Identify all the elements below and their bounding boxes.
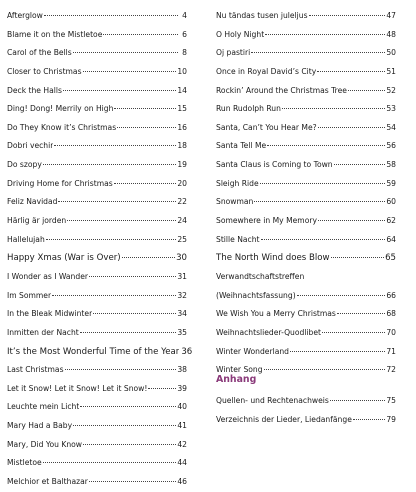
toc-dot-leader <box>83 444 176 445</box>
toc-entry[interactable] <box>216 268 396 287</box>
toc-entry-page: 68 <box>386 309 396 319</box>
toc-entry-title: Do They Know it’s Christmas <box>7 122 117 132</box>
toc-entry-page: 25 <box>177 234 187 244</box>
toc-entry[interactable] <box>7 7 187 26</box>
toc-entry-page: 64 <box>386 234 396 244</box>
toc-entry-page: 8 <box>182 48 187 58</box>
toc-entry-title: Leuchte mein Licht <box>7 402 80 412</box>
toc-entry[interactable] <box>7 63 187 82</box>
toc-entry-page: 30 <box>176 253 187 264</box>
toc-entry[interactable] <box>216 305 396 324</box>
toc-entry[interactable] <box>7 380 187 399</box>
toc-dot-leader <box>93 313 176 314</box>
toc-dot-leader <box>54 145 176 146</box>
toc-entry-page: 19 <box>177 160 187 170</box>
toc-dot-leader <box>122 257 175 258</box>
toc-dot-leader <box>317 71 385 72</box>
toc-dot-leader <box>73 425 176 426</box>
toc-entry[interactable] <box>216 212 396 231</box>
toc-dot-leader <box>63 90 176 91</box>
toc-entry-page: 39 <box>177 383 187 393</box>
toc-entry[interactable] <box>7 44 187 63</box>
toc-entry-page: 72 <box>386 365 396 375</box>
toc-entry-title: Weihnachtslieder-Quodlibet <box>216 327 322 337</box>
toc-entry[interactable] <box>216 82 396 101</box>
toc-entry[interactable] <box>216 137 396 156</box>
toc-entry-title: Mary Had a Baby <box>7 421 73 431</box>
toc-entry-title: It’s the Most Wonderful Time of the Year <box>7 346 180 357</box>
toc-dot-leader <box>58 201 176 202</box>
toc-dot-leader <box>297 295 386 296</box>
toc-entry-title: We Wish You a Merry Christmas <box>216 309 336 319</box>
toc-dot-leader <box>353 419 385 420</box>
toc-dot-leader <box>309 15 386 16</box>
toc-entry-title: Snowman <box>216 197 254 207</box>
toc-entry-title: In the Bleak Midwinter <box>7 309 93 319</box>
toc-entry-page: 40 <box>177 402 187 412</box>
toc-entry-title: Mary, Did You Know <box>7 439 82 449</box>
toc-dot-leader <box>65 369 177 370</box>
toc-entry-page: 47 <box>386 11 396 20</box>
toc-entry[interactable] <box>7 324 187 343</box>
toc-entry[interactable] <box>7 100 187 119</box>
toc-dot-leader <box>103 34 178 35</box>
toc-right-column <box>216 7 396 380</box>
toc-entry-title: Ding! Dong! Merrily on High <box>7 104 114 114</box>
toc-left-column <box>7 7 193 492</box>
toc-entry[interactable] <box>7 119 187 138</box>
toc-dot-leader <box>52 295 176 296</box>
toc-entry[interactable] <box>216 63 396 82</box>
toc-entry-title: Santa Claus is Coming to Town <box>216 160 333 170</box>
toc-dot-leader <box>73 52 178 53</box>
toc-entry-title: Deck the Halls <box>7 85 62 95</box>
toc-entry-page: 44 <box>177 458 187 468</box>
toc-entry-page: 36 <box>181 346 193 357</box>
toc-dot-leader <box>348 90 385 91</box>
toc-dot-leader <box>318 220 385 221</box>
toc-entry[interactable] <box>7 398 187 417</box>
toc-entry-page: 4 <box>182 11 187 20</box>
toc-entry[interactable] <box>216 44 396 63</box>
toc-entry-page: 31 <box>177 271 187 281</box>
toc-entry-title: Stille Nacht <box>216 234 260 244</box>
toc-dot-leader <box>89 481 176 482</box>
toc-dot-leader <box>117 127 176 128</box>
toc-entry-page: 34 <box>177 309 187 319</box>
toc-entry-page: 48 <box>386 29 396 39</box>
toc-entry[interactable] <box>7 249 187 268</box>
toc-entry[interactable] <box>216 392 396 411</box>
toc-entry-title: Oj pastiri <box>216 48 251 58</box>
toc-dot-leader <box>114 183 177 184</box>
toc-entry-page: 51 <box>386 66 396 76</box>
toc-entry-page: 18 <box>177 141 187 151</box>
toc-entry[interactable] <box>7 287 187 306</box>
toc-dot-leader <box>43 462 177 463</box>
toc-entry[interactable] <box>7 26 187 45</box>
toc-entry-page: 58 <box>386 160 396 170</box>
toc-entry-title: Run Rudolph Run <box>216 104 281 114</box>
toc-entry[interactable] <box>216 156 396 175</box>
toc-entry-title: Let it Snow! Let it Snow! Let it Snow! <box>7 383 148 393</box>
toc-dot-leader <box>290 351 385 352</box>
toc-entry-page: 62 <box>386 216 396 226</box>
toc-entry-title: Dobri vechir <box>7 141 54 151</box>
toc-entry[interactable] <box>216 26 396 45</box>
toc-dot-leader <box>67 220 176 221</box>
toc-entry-title: Im Sommer <box>7 290 52 300</box>
toc-entry[interactable] <box>216 411 396 430</box>
toc-entry[interactable] <box>7 454 187 473</box>
toc-entry-page: 65 <box>385 253 396 264</box>
toc-appendix-list <box>216 392 396 429</box>
toc-dot-leader <box>337 313 385 314</box>
toc-dot-leader <box>43 164 177 165</box>
toc-entry-page: 66 <box>386 290 396 300</box>
section-heading-anhang: Anhang <box>216 374 257 385</box>
toc-entry-title: Driving Home for Christmas <box>7 178 113 188</box>
toc-entry[interactable] <box>7 193 187 212</box>
toc-entry-page: 41 <box>177 421 187 431</box>
toc-entry-page: 79 <box>386 414 396 424</box>
toc-entry-title: Santa, Can’t You Hear Me? <box>216 122 317 132</box>
toc-dot-leader <box>114 108 176 109</box>
toc-entry[interactable] <box>7 417 187 436</box>
toc-entry-title: Last Christmas <box>7 365 64 375</box>
toc-entry[interactable] <box>7 82 187 101</box>
toc-entry[interactable] <box>7 473 187 492</box>
toc-dot-leader <box>282 108 385 109</box>
toc-entry-page: 53 <box>386 104 396 114</box>
toc-entry[interactable] <box>216 7 396 26</box>
toc-entry-page: 35 <box>177 327 187 337</box>
toc-dot-leader <box>254 201 385 202</box>
toc-dot-leader <box>334 164 386 165</box>
toc-dot-leader <box>80 332 177 333</box>
toc-entry[interactable] <box>216 100 396 119</box>
toc-entry[interactable] <box>7 268 187 287</box>
toc-dot-leader <box>264 369 386 370</box>
toc-entry[interactable] <box>7 137 187 156</box>
toc-entry[interactable] <box>7 305 187 324</box>
toc-dot-leader <box>267 145 385 146</box>
toc-entry-page: 75 <box>386 396 396 405</box>
toc-entry-title: Santa Tell Me <box>216 141 267 151</box>
toc-entry[interactable] <box>216 343 396 362</box>
toc-entry-page: 59 <box>386 178 396 188</box>
toc-entry-page: 71 <box>386 346 396 356</box>
toc-dot-leader <box>83 71 177 72</box>
toc-entry[interactable] <box>7 212 187 231</box>
toc-entry-title: O Holy Night <box>216 29 265 39</box>
toc-dot-leader <box>260 183 386 184</box>
toc-entry-title: Feliz Navidad <box>7 197 58 207</box>
toc-entry-title: The North Wind does Blow <box>216 253 330 264</box>
toc-entry-page: 46 <box>177 477 187 487</box>
toc-entry-page: 52 <box>386 85 396 95</box>
toc-entry-title: Verwandtschaftstreffen <box>216 271 305 281</box>
toc-entry-title: Carol of the Bells <box>7 48 72 58</box>
toc-entry-page: 50 <box>386 48 396 58</box>
toc-entry[interactable] <box>216 249 396 268</box>
toc-dot-leader <box>322 332 385 333</box>
toc-entry[interactable] <box>216 193 396 212</box>
toc-entry-page: 22 <box>177 197 187 207</box>
toc-entry-page: 6 <box>182 29 187 39</box>
toc-entry[interactable] <box>7 231 187 250</box>
toc-dot-leader <box>80 406 176 407</box>
toc-entry-title: Hallelujah <box>7 234 45 244</box>
toc-dot-leader <box>318 127 386 128</box>
toc-entry-title: Quellen- und Rechtenachweis <box>216 396 329 405</box>
toc-entry-page: 14 <box>177 85 187 95</box>
toc-entry-title: Once in Royal David’s City <box>216 66 317 76</box>
toc-entry-title: Verzeichnis der Lieder, Liedanfänge <box>216 414 352 424</box>
toc-entry-page: 24 <box>177 216 187 226</box>
toc-entry-page: 38 <box>177 365 187 375</box>
toc-dot-leader <box>44 15 178 16</box>
toc-entry[interactable] <box>7 156 187 175</box>
toc-entry-title: Mistletoe <box>7 458 42 468</box>
toc-entry-title: Sleigh Ride <box>216 178 259 188</box>
toc-entry-page: 54 <box>386 122 396 132</box>
toc-entry[interactable] <box>216 324 396 343</box>
toc-entry-page: 42 <box>177 439 187 449</box>
toc-entry-page: 70 <box>386 327 396 337</box>
toc-entry-title: Winter Song <box>216 365 263 375</box>
toc-entry-title: Nu tändas tusen juleljus <box>216 11 308 20</box>
toc-dot-leader <box>265 34 385 35</box>
toc-entry[interactable] <box>216 175 396 194</box>
toc-entry-title: (Weihnachtsfassung) <box>216 290 296 300</box>
toc-entry[interactable] <box>216 119 396 138</box>
toc-entry-title: I Wonder as I Wander <box>7 271 88 281</box>
toc-entry[interactable] <box>7 361 187 380</box>
toc-entry[interactable] <box>7 436 187 455</box>
toc-entry-page: 16 <box>177 122 187 132</box>
toc-entry-title: Härlig är jorden <box>7 216 67 226</box>
toc-entry-title: Happy Xmas (War is Over) <box>7 253 121 264</box>
toc-dot-leader <box>251 52 385 53</box>
toc-dot-leader <box>46 239 177 240</box>
toc-entry-page: 10 <box>177 66 187 76</box>
toc-entry-title: Somewhere in My Memory <box>216 216 317 226</box>
toc-entry-title: Winter Wonderland <box>216 346 289 356</box>
toc-entry-title: Blame it on the Mistletoe <box>7 29 103 39</box>
toc-entry[interactable] <box>216 287 396 306</box>
toc-entry-page: 20 <box>177 178 187 188</box>
toc-entry-title: Do szopy <box>7 160 42 170</box>
toc-entry-page: 32 <box>177 290 187 300</box>
toc-dot-leader <box>261 239 386 240</box>
toc-entry-page: 60 <box>386 197 396 207</box>
toc-entry-title: Melchior et Balthazar <box>7 477 88 487</box>
toc-entry-title: Rockin’ Around the Christmas Tree <box>216 85 347 95</box>
toc-entry[interactable] <box>216 231 396 250</box>
toc-entry[interactable] <box>7 343 193 362</box>
toc-entry-page: 56 <box>386 141 396 151</box>
toc-dot-leader <box>330 400 386 401</box>
toc-dot-leader <box>331 257 384 258</box>
toc-entry-title: Afterglow <box>7 11 43 20</box>
toc-entry-title: Inmitten der Nacht <box>7 327 79 337</box>
toc-dot-leader <box>89 276 176 277</box>
toc-dot-leader <box>148 388 176 389</box>
toc-entry[interactable] <box>7 175 187 194</box>
toc-entry-page: 15 <box>177 104 187 114</box>
toc-entry-title: Closer to Christmas <box>7 66 82 76</box>
